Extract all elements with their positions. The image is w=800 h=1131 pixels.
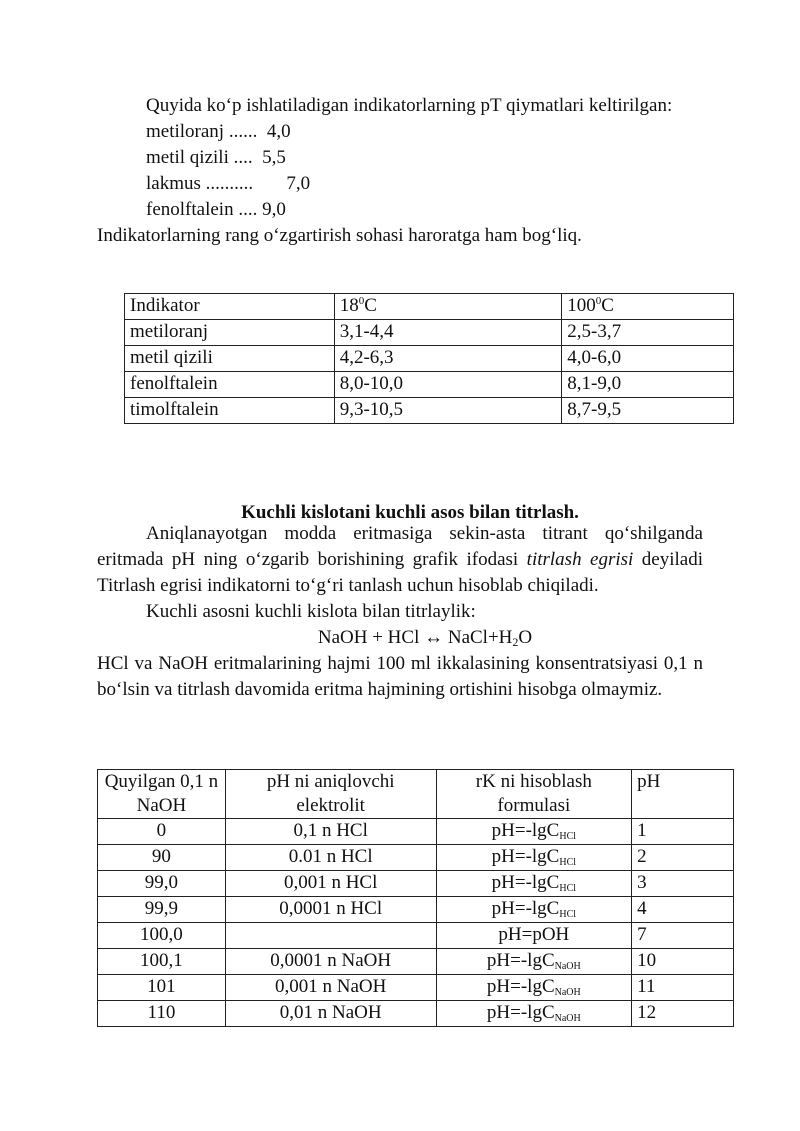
definition-paragraph: Aniqlanayotgan modda eritmasiga sekin-asta titrant qo‘shilganda eritmada pH ning o‘zgarib borishining grafik ifodasi titrlash egrisi deyiladi Titrlash egrisi indikatorni to‘g‘ri tanlash uchun hisoblab chiqiladi.	[97, 523, 703, 596]
table-row	[98, 975, 734, 1001]
table-row	[125, 320, 734, 346]
table-cell: 101	[98, 975, 226, 1001]
table-row	[98, 819, 734, 845]
table-header-cell: Quyilgan 0,1 n NaOH	[98, 770, 226, 819]
table-cell: 4,2-6,3	[334, 346, 562, 372]
table-header-cell: Indikator	[125, 294, 335, 320]
table-cell: 11	[632, 975, 734, 1001]
table-cell: 7	[632, 923, 734, 949]
table-cell: pH=-lgC$_{NaOH}$	[436, 975, 632, 1001]
table-cell: pH=-lgC$_{NaOH}$	[436, 949, 632, 975]
table-cell: fenolftalein	[125, 372, 335, 398]
table-header-cell: $18^0C$	[334, 294, 562, 320]
table-cell: 4,0-6,0	[562, 346, 734, 372]
table-cell: metil qizili	[125, 346, 335, 372]
table-cell: 3	[632, 871, 734, 897]
table-cell: 90	[98, 845, 226, 871]
table-cell: 0.01 n HCl	[225, 845, 436, 871]
table-header-cell: pH ni aniqlovchi elektrolit	[225, 770, 436, 819]
table-row	[98, 871, 734, 897]
table-cell: 0,001 n NaOH	[225, 975, 436, 1001]
table-row	[98, 897, 734, 923]
table-row	[98, 1001, 734, 1027]
table-cell: 9,3-10,5	[334, 398, 562, 424]
reaction-equation: NaOH + HCl ↔ $NaCl+H_2O$	[317, 627, 533, 649]
table-header-cell: rK ni hisoblash formulasi	[436, 770, 632, 819]
table-row	[125, 372, 734, 398]
table-cell: 100,0	[98, 923, 226, 949]
table-cell: 0,01 n NaOH	[225, 1001, 436, 1027]
section-body	[97, 521, 703, 703]
table-cell: 3,1-4,4	[334, 320, 562, 346]
table-cell: 110	[98, 1001, 226, 1027]
section-title: Kuchli kislotani kuchli asos bilan titrlash.	[241, 502, 579, 523]
table-cell: 100,1	[98, 949, 226, 975]
conditions-paragraph: HCl va NaOH eritmalarining hajmi 100 ml ikkalasining konsentratsiyasi 0,1 n bo‘lsin va titrlash davomida eritma hajmining ortishini hisobga olmaymiz.	[97, 653, 703, 700]
table-cell: 0,0001 n NaOH	[225, 949, 436, 975]
temperature-note: Indikatorlarning rang o‘zgartirish sohasi haroratga ham bog‘liq.	[97, 225, 582, 246]
indicator-list-item: lakmus .......... 7,0	[146, 173, 311, 194]
table-cell: 99,9	[98, 897, 226, 923]
titration-table	[97, 769, 734, 1027]
indicator-list-item: fenolftalein .... 9,0	[146, 199, 286, 220]
instruction-paragraph: Kuchli asosni kuchli kislota bilan titrlaylik:	[146, 601, 476, 622]
table-cell: 0,0001 n HCl	[225, 897, 436, 923]
table-row	[98, 949, 734, 975]
table-header-row	[98, 770, 734, 819]
table-cell: metiloranj	[125, 320, 335, 346]
table-cell: 2,5-3,7	[562, 320, 734, 346]
table-cell: 1	[632, 819, 734, 845]
table-row	[125, 346, 734, 372]
table-cell: pH=-lgC$_{HCl}$	[436, 845, 632, 871]
table-cell: pH=-lgC$_{HCl}$	[436, 871, 632, 897]
table-row	[98, 845, 734, 871]
intro-block	[97, 93, 703, 249]
table-cell	[225, 923, 436, 949]
table-cell: 0	[98, 819, 226, 845]
table-header-cell: $100^0C$	[562, 294, 734, 320]
table-cell: 0,1 n HCl	[225, 819, 436, 845]
table-cell: pH=-lgC$_{NaOH}$	[436, 1001, 632, 1027]
indicator-list-item: metil qizili .... 5,5	[146, 147, 286, 168]
table-cell: 8,1-9,0	[562, 372, 734, 398]
table-cell: 4	[632, 897, 734, 923]
table-cell: pH=pOH	[436, 923, 632, 949]
table-cell: 0,001 n HCl	[225, 871, 436, 897]
table-cell: 99,0	[98, 871, 226, 897]
indicator-range-table	[124, 293, 734, 424]
indicator-list-item: metiloranj ...... 4,0	[146, 121, 291, 142]
table-cell: 8,0-10,0	[334, 372, 562, 398]
table-row	[98, 923, 734, 949]
table-cell: pH=-lgC$_{HCl}$	[436, 819, 632, 845]
table-cell: 2	[632, 845, 734, 871]
table-cell: timolftalein	[125, 398, 335, 424]
intro-paragraph: Quyida ko‘p ishlatiladigan indikatorlarning pT qiymatlari keltirilgan:	[146, 95, 673, 116]
table-cell: 8,7-9,5	[562, 398, 734, 424]
table-cell: 12	[632, 1001, 734, 1027]
table-row	[125, 398, 734, 424]
table-cell: 10	[632, 949, 734, 975]
table-header-row	[125, 294, 734, 320]
table-cell: pH=-lgC$_{HCl}$	[436, 897, 632, 923]
table-header-cell: pH	[632, 770, 734, 819]
